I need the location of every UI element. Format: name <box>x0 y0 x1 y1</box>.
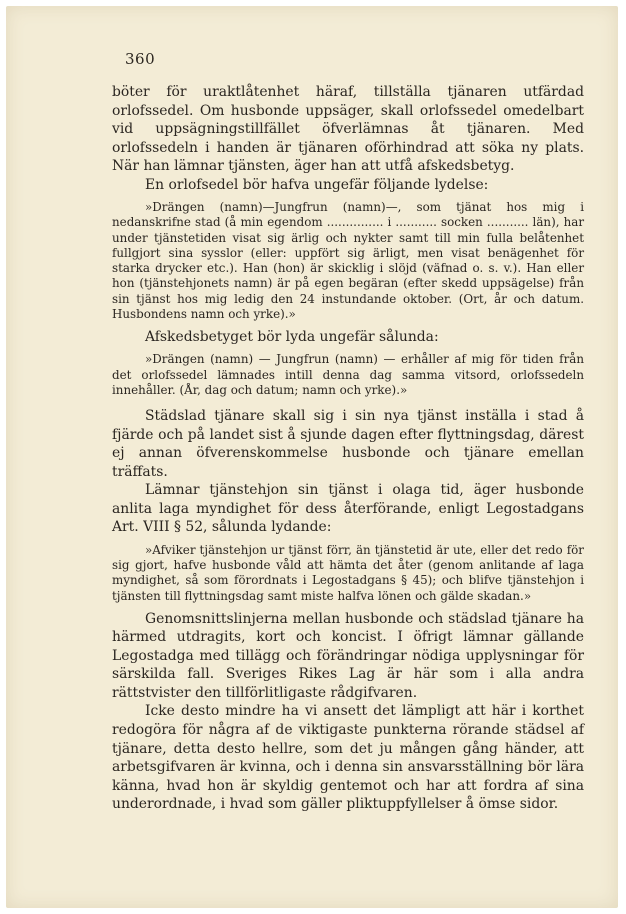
paragraph-5: Lämnar tjänstehjon sin tjänst i olaga tid, äger husbonde anlita laga myndighet för dess återförande, enligt Legostadgans Art. VIII § 52, sålunda lydande: <box>112 482 584 536</box>
quote-orlofssedel: »Drängen (namn)—Jungfrun (namn)—, som tjänat hos mig i nedanskrifne stad (å min egendom ............... i ........... socken ........... län), har under tjänstetiden visat sig ärlig och nykter samt till min fulla belåtenhet fullgjort sina sysslor (eller: uppfört sig ärligt, men visat benägenhet för starka drycker etc.). Han (hon) är skicklig i slöjd (väfnad o. s. v.). Han eller hon (tjänstehjonets namn) är på egen begäran (efter skedd uppsägelse) från sin tjänst hos mig ledig den 24 instundande oktober. (Ort, år och datum. Husbondens namn och yrke).» <box>112 200 584 321</box>
paragraph-4: Städslad tjänare skall sig i sin nya tjänst inställa i stad å fjärde och på landet sist å sjunde dagen efter flyttningsdag, därest ej annan öfverenskommelse husbonde och tjänare emellan träffats. <box>112 408 584 480</box>
paragraph-6: Genomsnittslinjerna mellan husbonde och städslad tjänare ha härmed utdragits, kort och koncist. I öfrigt lämnar gällande Legostadga med tillägg och förändringar nödiga upplysningar för särskilda fall. Sveriges Rikes Lag är här som i alla andra rättstvister den tillförlitligaste rådgifvaren. <box>112 610 584 701</box>
quote-afskedsbetyg: »Drängen (namn) — Jungfrun (namn) — erhåller af mig för tiden från det orlofssedel lämnades intill denna dag samma vitsord, orlofssedeln innehåller. (År, dag och datum; namn och yrke).» <box>112 352 584 397</box>
paragraph-7: Icke desto mindre ha vi ansett det lämpligt att här i korthet redogöra för några af de viktigaste punkterna rörande städsel af tjänare, detta desto hellre, som det ju mången gång händer, att arbetsgifvaren är kvinna, och i denna sin ansvarsställning bör lära känna, hvad hon är skyldig gentemot och har att fordra af sina underordnade, i hvad som gäller pliktuppfyllelser å ömse sidor. <box>112 703 584 813</box>
paragraph-2: En orlofsedel bör hafva ungefär följande lydelse: <box>145 176 489 193</box>
page-body <box>112 83 584 814</box>
paragraph-3: Afskedsbetyget bör lyda ungefär sålunda: <box>145 328 439 345</box>
quote-legostadga: »Afviker tjänstehjon ur tjänst förr, än tjänstetid är ute, eller det redo för sig gjort, hafve husbonde våld att hämta det åter (genom anlitande af laga myndighet, så som förordnats i Legostadgans § 45); och blifve tjänstehjon i tjänsten till flyttningsdag samt miste halfva lönen och gälde skadan.» <box>112 542 584 603</box>
paragraph-1: böter för uraktlåtenhet häraf, tillställa tjänaren utfärdad orlofssedel. Om husbonde uppsäger, skall orlofssedel omedelbart vid uppsägningstillfället öfverlämnas åt tjänaren. Med orlofssedeln i handen är tjänaren oförhindrad att söka ny plats. När han lämnar tjänsten, äger han att utfå afskedsbetyg. <box>112 84 584 175</box>
page-number: 360 <box>125 50 156 68</box>
book-page <box>6 6 618 908</box>
